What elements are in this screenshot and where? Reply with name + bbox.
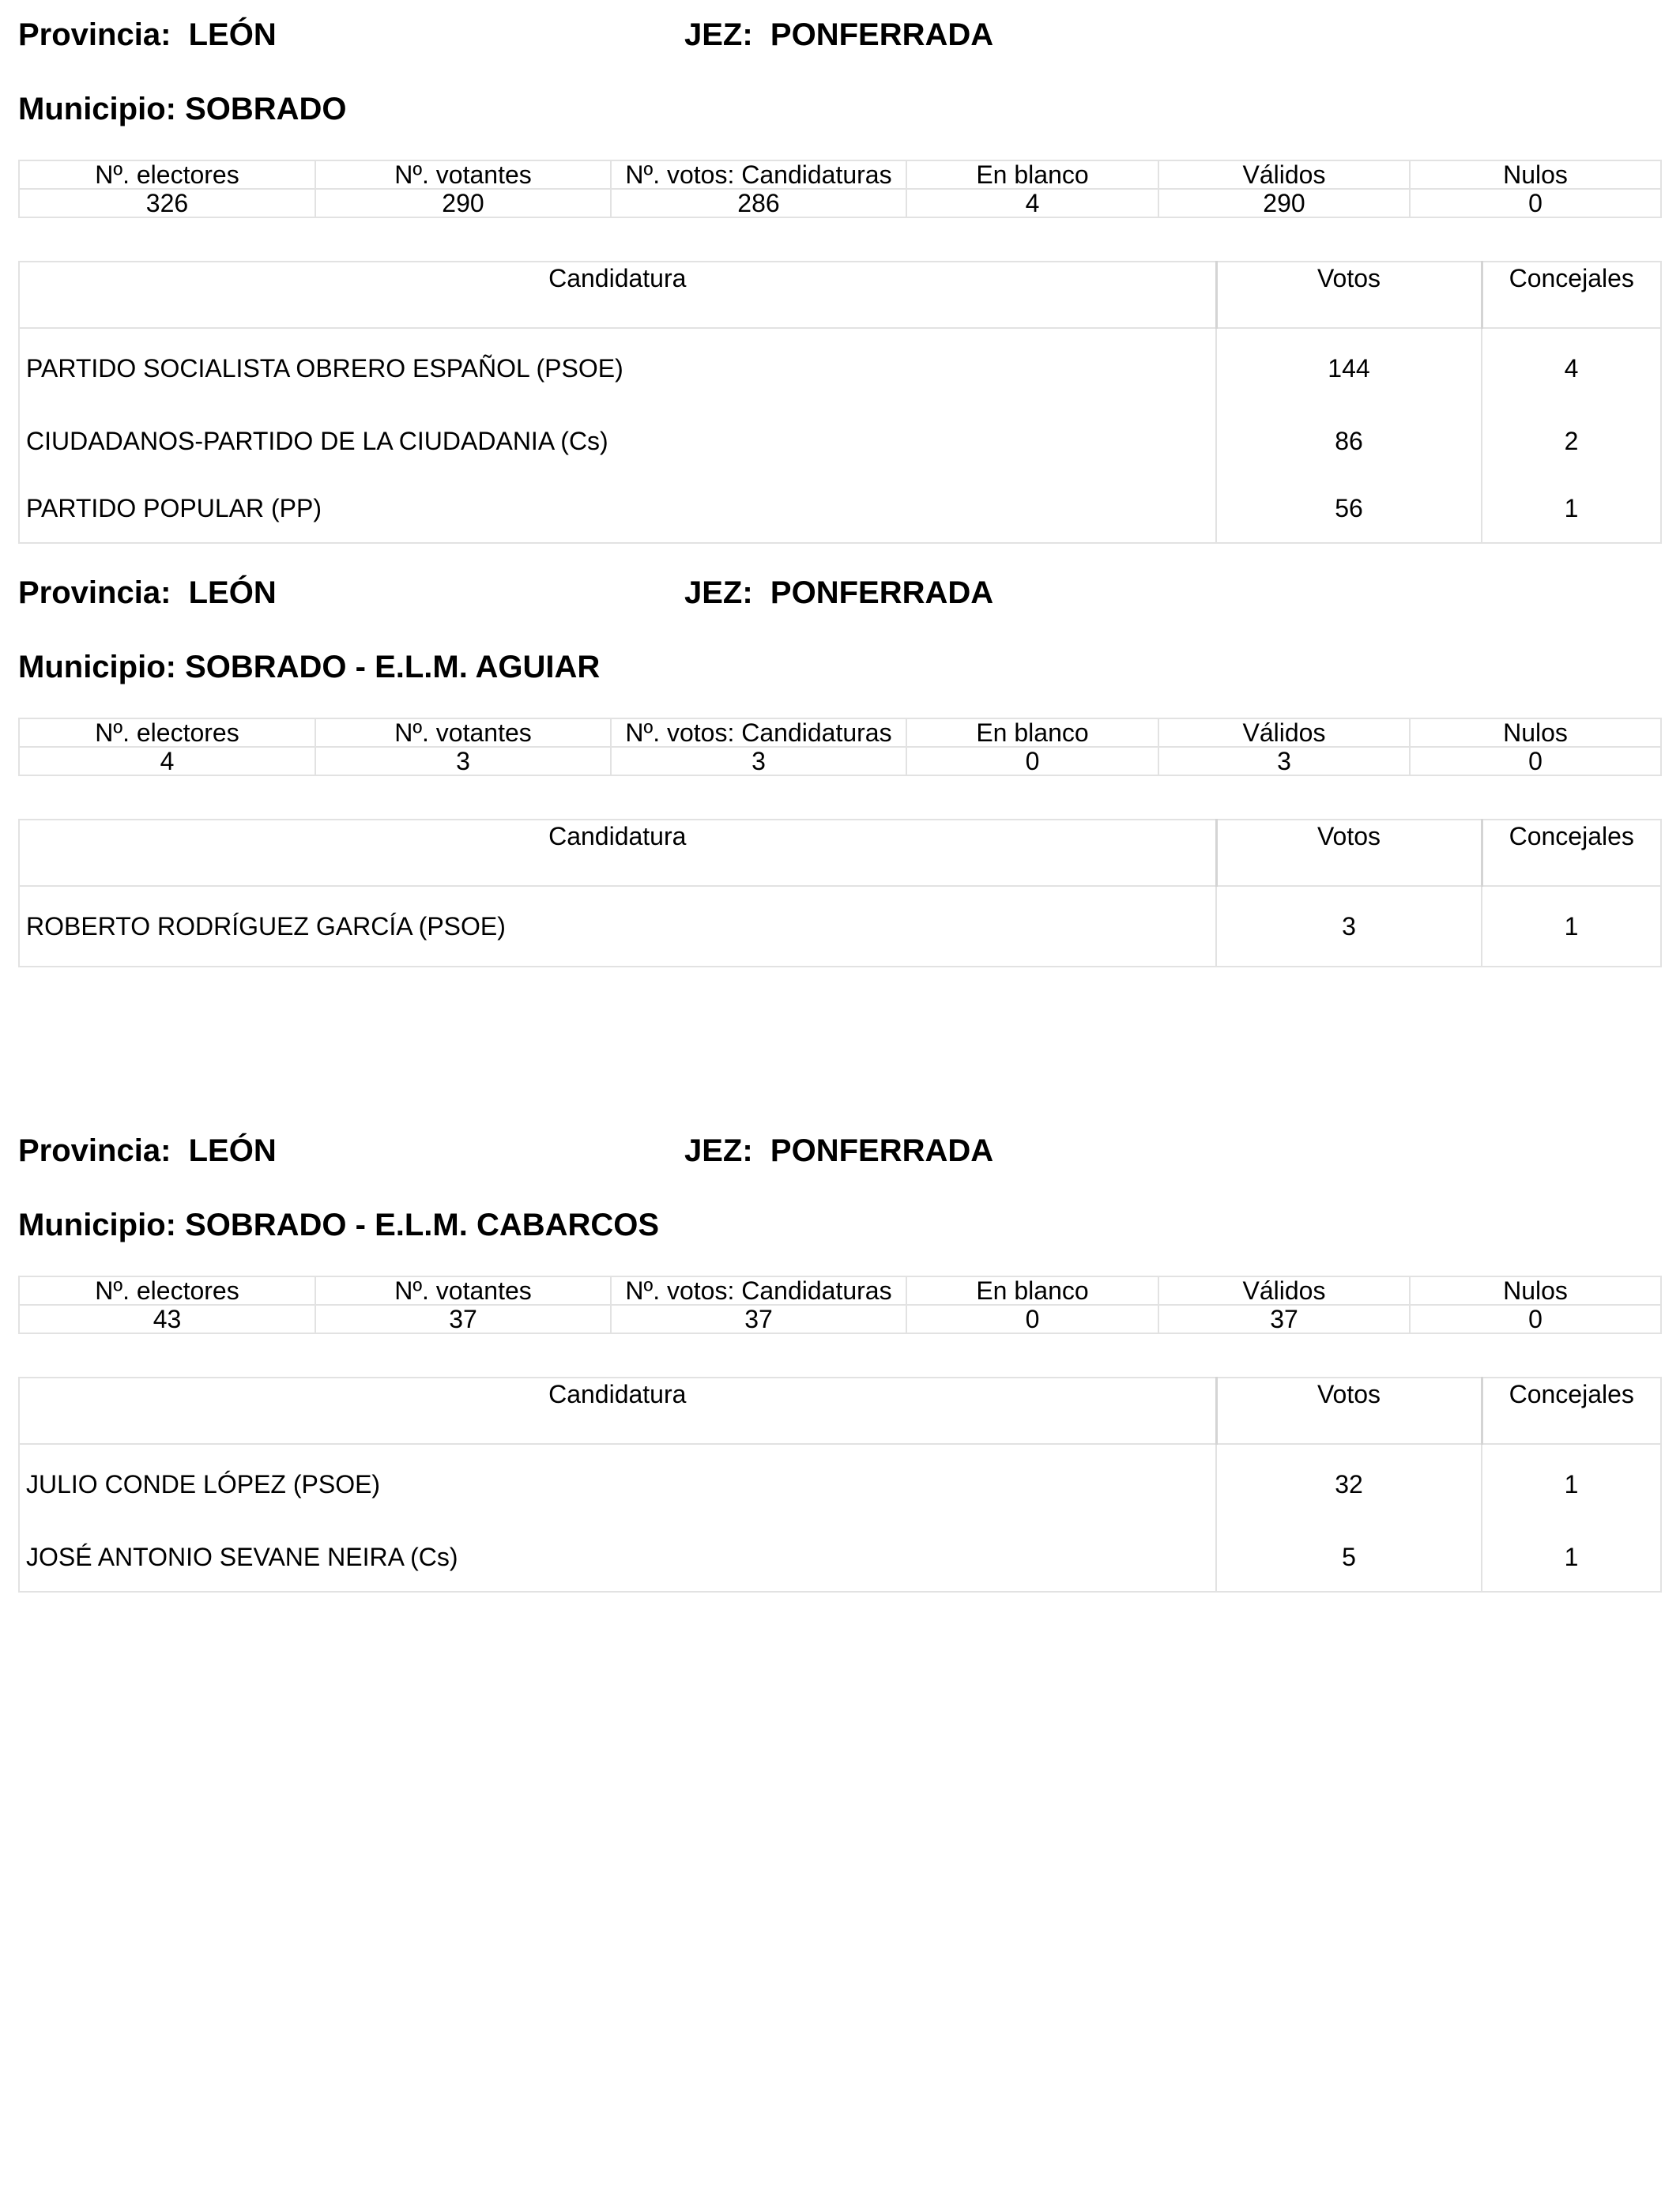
stats-header-cell: Nº. electores xyxy=(19,718,315,747)
provincia-label: Provincia: LEÓN xyxy=(18,17,277,52)
stats-value-row xyxy=(19,189,1661,217)
stats-value-cell: 37 xyxy=(315,1305,611,1333)
stats-value-cell: 0 xyxy=(1410,747,1661,775)
section-header xyxy=(18,16,1660,54)
stats-header-cell: En blanco xyxy=(906,160,1158,189)
stats-table xyxy=(18,1276,1662,1334)
concejales-header: Concejales xyxy=(1482,820,1661,886)
table-row xyxy=(19,886,1661,967)
stats-header-cell: Nº. electores xyxy=(19,160,315,189)
stats-header-cell: Nº. electores xyxy=(19,1276,315,1305)
provincia-label: Provincia: LEÓN xyxy=(18,1133,277,1168)
stats-header-cell: Nulos xyxy=(1410,718,1661,747)
table-row xyxy=(19,1524,1661,1592)
stats-header-cell: Válidos xyxy=(1158,718,1410,747)
candidatura-header: Candidatura xyxy=(19,820,1216,886)
votos-value: 5 xyxy=(1216,1524,1482,1592)
result-section xyxy=(18,16,1660,522)
table-row xyxy=(19,1444,1661,1524)
stats-value-cell: 37 xyxy=(1158,1305,1410,1333)
result-section xyxy=(18,574,1660,941)
candidatura-header: Candidatura xyxy=(19,1378,1216,1444)
votos-value: 144 xyxy=(1216,328,1482,408)
provincia-label: Provincia: LEÓN xyxy=(18,575,277,610)
concejales-value: 4 xyxy=(1482,328,1661,408)
section-header xyxy=(18,1132,1660,1170)
stats-header-cell: En blanco xyxy=(906,1276,1158,1305)
votos-header: Votos xyxy=(1216,1378,1482,1444)
stats-value-cell: 4 xyxy=(906,189,1158,217)
candidatura-name: PARTIDO POPULAR (PP) xyxy=(19,475,1216,543)
concejales-header: Concejales xyxy=(1482,1378,1661,1444)
stats-header-cell: En blanco xyxy=(906,718,1158,747)
candidatura-table xyxy=(18,819,1662,967)
concejales-value: 2 xyxy=(1482,408,1661,475)
votos-value: 3 xyxy=(1216,886,1482,967)
stats-header-cell: Nulos xyxy=(1410,1276,1661,1305)
candidatura-name: PARTIDO SOCIALISTA OBRERO ESPAÑOL (PSOE) xyxy=(19,328,1216,408)
stats-value-cell: 3 xyxy=(315,747,611,775)
stats-header-cell: Nº. votos: Candidaturas xyxy=(611,718,906,747)
stats-value-cell: 286 xyxy=(611,189,906,217)
votos-value: 86 xyxy=(1216,408,1482,475)
stats-value-cell: 3 xyxy=(611,747,906,775)
stats-header-cell: Nº. votantes xyxy=(315,1276,611,1305)
stats-value-cell: 0 xyxy=(906,747,1158,775)
candidatura-header-row xyxy=(19,1378,1661,1444)
stats-header-cell: Nº. votos: Candidaturas xyxy=(611,160,906,189)
table-row xyxy=(19,475,1661,543)
concejales-header: Concejales xyxy=(1482,262,1661,328)
candidatura-header: Candidatura xyxy=(19,262,1216,328)
municipio-title: Municipio: SOBRADO - E.L.M. CABARCOS xyxy=(18,1208,660,1242)
stats-value-cell: 0 xyxy=(1410,1305,1661,1333)
table-row xyxy=(19,408,1661,475)
stats-header-cell: Nº. votantes xyxy=(315,718,611,747)
stats-value-cell: 0 xyxy=(1410,189,1661,217)
concejales-value: 1 xyxy=(1482,1444,1661,1524)
stats-value-row xyxy=(19,747,1661,775)
stats-value-cell: 37 xyxy=(611,1305,906,1333)
table-row xyxy=(19,328,1661,408)
jez-label: JEZ: PONFERRADA xyxy=(684,1133,994,1168)
section-header xyxy=(18,574,1660,612)
stats-header-cell: Nº. votos: Candidaturas xyxy=(611,1276,906,1305)
stats-value-row xyxy=(19,1305,1661,1333)
candidatura-name: JULIO CONDE LÓPEZ (PSOE) xyxy=(19,1444,1216,1524)
jez-label: JEZ: PONFERRADA xyxy=(684,17,994,52)
stats-value-cell: 3 xyxy=(1158,747,1410,775)
stats-value-cell: 290 xyxy=(1158,189,1410,217)
stats-value-cell: 0 xyxy=(906,1305,1158,1333)
jez-label: JEZ: PONFERRADA xyxy=(684,575,994,610)
stats-header-cell: Nulos xyxy=(1410,160,1661,189)
stats-value-cell: 4 xyxy=(19,747,315,775)
stats-header-cell: Válidos xyxy=(1158,1276,1410,1305)
concejales-value: 1 xyxy=(1482,886,1661,967)
stats-header-cell: Nº. votantes xyxy=(315,160,611,189)
candidatura-name: JOSÉ ANTONIO SEVANE NEIRA (Cs) xyxy=(19,1524,1216,1592)
stats-value-cell: 43 xyxy=(19,1305,315,1333)
votos-value: 32 xyxy=(1216,1444,1482,1524)
municipio-title: Municipio: SOBRADO - E.L.M. AGUIAR xyxy=(18,650,601,684)
municipio-title: Municipio: SOBRADO xyxy=(18,92,347,126)
stats-table xyxy=(18,160,1662,218)
candidatura-table xyxy=(18,261,1662,544)
result-section xyxy=(18,1132,1660,1571)
stats-table xyxy=(18,718,1662,776)
candidatura-header-row xyxy=(19,262,1661,328)
candidatura-name: ROBERTO RODRÍGUEZ GARCÍA (PSOE) xyxy=(19,886,1216,967)
votos-header: Votos xyxy=(1216,262,1482,328)
stats-value-cell: 326 xyxy=(19,189,315,217)
stats-header-row xyxy=(19,1276,1661,1305)
concejales-value: 1 xyxy=(1482,1524,1661,1592)
stats-header-row xyxy=(19,718,1661,747)
votos-value: 56 xyxy=(1216,475,1482,543)
candidatura-header-row xyxy=(19,820,1661,886)
stats-header-cell: Válidos xyxy=(1158,160,1410,189)
stats-header-row xyxy=(19,160,1661,189)
stats-value-cell: 290 xyxy=(315,189,611,217)
candidatura-table xyxy=(18,1377,1662,1593)
votos-header: Votos xyxy=(1216,820,1482,886)
candidatura-name: CIUDADANOS-PARTIDO DE LA CIUDADANIA (Cs) xyxy=(19,408,1216,475)
concejales-value: 1 xyxy=(1482,475,1661,543)
